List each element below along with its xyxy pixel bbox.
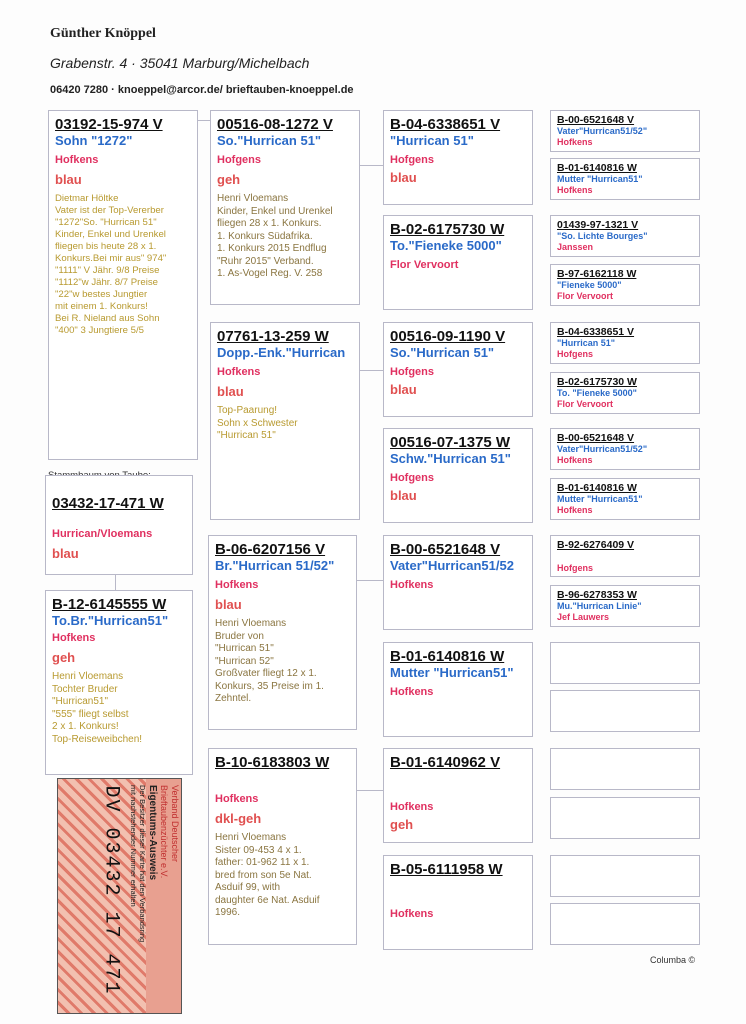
gen4-box: [550, 535, 700, 577]
gen4-breeder: Hofgens: [557, 349, 593, 359]
breeder-contact: 06420 7280 · knoeppel@arcor.de/ brieftauben-knoeppel.de: [50, 84, 354, 96]
gen3-box: [383, 855, 533, 950]
gen4-breeder: Hofkens: [557, 137, 593, 147]
breeder-name: Günther Knöppel: [50, 26, 156, 41]
gen4-ring: B-01-6140816 W: [557, 482, 637, 494]
gen3-name: [390, 878, 526, 894]
footer-credit: Columba ©: [650, 955, 696, 965]
mf-ring: B-06-6207156 V: [215, 541, 326, 558]
gen3-name: "Hurrican 51": [390, 133, 474, 148]
gen4-box-empty: [550, 748, 700, 790]
fm-name: Dopp.-Enk."Hurrican: [217, 345, 346, 360]
connector: [360, 165, 383, 166]
card-title: Eigentums-Ausweis: [147, 785, 158, 881]
gen4-name: [557, 551, 693, 562]
gen4-breeder: Hofkens: [557, 455, 593, 465]
father-breeder: Hofkens: [55, 154, 99, 166]
mf-color: blau: [215, 597, 242, 612]
gen3-box: [383, 110, 533, 205]
gen3-box: [383, 535, 533, 630]
mm-box: [208, 748, 357, 945]
gen4-name: "So. Lichte Bourges": [557, 231, 648, 241]
mother-box: [45, 590, 193, 775]
gen4-ring: B-00-6521648 V: [557, 114, 635, 126]
father-color: blau: [55, 172, 82, 187]
gen3-box: [383, 322, 533, 417]
gen3-box: [383, 215, 533, 310]
connector: [360, 370, 383, 371]
mm-breeder: Hofkens: [215, 793, 259, 805]
gen3-ring: B-00-6521648 V: [390, 541, 501, 558]
father-info: Dietmar Höltke Vater ist der Top-Vererber "1272"So. "Hurrican 51" Kinder, Enkel und Urenkel fliegen bis heute 28 x 1. Konkurs.Bei mir aus" 974" "1111" V Jähr. 9/8 Preise "1112"w Jähr. 8/7 Preise "22"w bestes Jungtier mit einem 1. Konkurs! Bei R. Nieland aus Sohn "400" 3 Jungtiere 5/5: [55, 193, 167, 336]
father-name: Sohn "1272": [55, 133, 133, 148]
gen4-breeder: Flor Vervoort: [557, 399, 614, 409]
gen4-box: [550, 585, 700, 627]
gen4-ring: B-04-6338651 V: [557, 326, 635, 338]
gen3-breeder: Hofkens: [390, 686, 434, 698]
connector: [115, 575, 116, 590]
gen4-name: Vater"Hurrican51/52": [557, 126, 648, 136]
gen4-breeder: Hofkens: [557, 505, 593, 515]
mother-color: geh: [52, 650, 76, 665]
gen3-ring: B-04-6338651 V: [390, 116, 501, 133]
subject-color: blau: [52, 546, 79, 561]
gen3-name: Schw."Hurrican 51": [390, 451, 511, 466]
gen4-breeder: Flor Vervoort: [557, 291, 614, 301]
gen4-name: Mu."Hurrican Linie": [557, 601, 642, 611]
gen3-ring: 00516-07-1375 W: [390, 434, 511, 451]
gen4-breeder: Hofkens: [557, 185, 593, 195]
ff-box: [210, 110, 360, 305]
gen4-box: [550, 215, 700, 257]
gen3-box: [383, 642, 533, 737]
card-org: Verband Deutscher Brieftaubenzüchter e.V.: [159, 785, 180, 879]
ff-breeder: Hofgens: [217, 154, 261, 166]
mf-name: Br."Hurrican 51/52": [215, 558, 335, 573]
father-box: [48, 110, 198, 460]
gen3-breeder: Hofgens: [390, 154, 434, 166]
gen3-box: [383, 428, 533, 523]
gen3-name: Vater"Hurrican51/52: [390, 558, 514, 573]
gen3-breeder: Flor Vervoort: [390, 259, 459, 271]
connector: [197, 120, 210, 121]
gen4-ring: B-97-6162118 W: [557, 268, 637, 280]
gen4-name: "Hurrican 51": [557, 338, 616, 348]
ff-name: So."Hurrican 51": [217, 133, 322, 148]
mm-name: [215, 771, 350, 787]
gen3-ring: B-01-6140962 V: [390, 754, 501, 771]
ff-ring: 00516-08-1272 V: [217, 116, 333, 133]
gen4-box: [550, 158, 700, 200]
gen4-breeder: Janssen: [557, 242, 594, 252]
gen4-box: [550, 478, 700, 520]
connector: [357, 790, 383, 791]
card-number: DV 03432 17 471: [99, 785, 123, 996]
card-description: Der Besitzer dieser Karte hat den Verbandsring mit nachstehender Nummer erhalten: [129, 785, 147, 943]
gen4-name: Vater"Hurrican51/52": [557, 444, 648, 454]
gen3-color: blau: [390, 488, 417, 503]
fm-color: blau: [217, 384, 244, 399]
gen3-color: blau: [390, 170, 417, 185]
gen4-breeder: Hofgens: [557, 563, 593, 573]
gen3-breeder: Hofkens: [390, 579, 434, 591]
gen3-breeder: Hofkens: [390, 908, 434, 920]
gen3-name: [390, 771, 526, 787]
gen3-ring: B-02-6175730 W: [390, 221, 505, 238]
fm-breeder: Hofkens: [217, 366, 261, 378]
gen4-name: "Fieneke 5000": [557, 280, 622, 290]
gen4-ring: B-02-6175730 W: [557, 376, 637, 388]
gen4-box-empty: [550, 855, 700, 897]
mm-color: dkl-geh: [215, 811, 262, 826]
gen3-breeder: Hofkens: [390, 801, 434, 813]
ff-info: Henri Vloemans Kinder, Enkel und Urenkel fliegen 28 x 1. Konkurs. 1. Konkurs Südafrika. 1. Konkurs 2015 Endflug "Ruhr 2015" Verband. 1. As-Vogel Reg. V. 258: [217, 193, 333, 279]
gen4-ring: B-00-6521648 V: [557, 432, 635, 444]
fm-info: Top-Paarung! Sohn x Schwester "Hurrican 51": [217, 405, 298, 441]
gen4-ring: 01439-97-1321 V: [557, 219, 639, 231]
gen3-breeder: Hofgens: [390, 366, 434, 378]
gen3-color: geh: [390, 817, 414, 832]
gen4-box: [550, 110, 700, 152]
gen3-box: [383, 748, 533, 843]
mf-breeder: Hofkens: [215, 579, 259, 591]
mother-breeder: Hofkens: [52, 632, 96, 644]
fm-ring: 07761-13-259 W: [217, 328, 329, 345]
gen4-box-empty: [550, 797, 700, 839]
gen3-ring: B-05-6111958 W: [390, 861, 503, 878]
gen3-ring: 00516-09-1190 V: [390, 328, 506, 345]
gen3-name: Mutter "Hurrican51": [390, 665, 514, 680]
subject-ring: 03432-17-471 W: [52, 495, 164, 512]
ownership-card: [57, 778, 182, 1014]
gen4-box: [550, 322, 700, 364]
father-ring: 03192-15-974 V: [55, 116, 163, 133]
gen4-box-empty: [550, 903, 700, 945]
mother-name: To.Br."Hurrican51": [52, 613, 169, 628]
gen4-box-empty: [550, 690, 700, 732]
card-text-block: [129, 785, 180, 985]
mother-info: Henri Vloemans Tochter Bruder "Hurrican51" "555" fliegt selbst 2 x 1. Konkurs! Top-Reiseweibchen!: [52, 671, 143, 745]
gen3-color: blau: [390, 382, 417, 397]
subject-breeder: Hurrican/Vloemans: [52, 528, 153, 540]
gen3-ring: B-01-6140816 W: [390, 648, 505, 665]
gen4-box: [550, 264, 700, 306]
gen4-name: To. "Fieneke 5000": [557, 388, 637, 398]
gen3-breeder: Hofgens: [390, 472, 434, 484]
ff-color: geh: [217, 172, 241, 187]
gen4-box: [550, 372, 700, 414]
mf-info: Henri Vloemans Bruder von "Hurrican 51" "Hurrican 52" Großvater fliegt 12 x 1. Konkurs, 35 Preise im 1. Zehntel.: [215, 618, 324, 704]
mother-ring: B-12-6145555 W: [52, 596, 167, 613]
subject-box: [45, 475, 193, 575]
breeder-address: Grabenstr. 4 · 35041 Marburg/Michelbach: [50, 55, 310, 71]
gen4-name: Mutter "Hurrican51": [557, 494, 643, 504]
gen4-breeder: Jef Lauwers: [557, 612, 610, 622]
gen4-ring: B-01-6140816 W: [557, 162, 637, 174]
fm-box: [210, 322, 360, 520]
mf-box: [208, 535, 357, 730]
connector: [357, 580, 383, 581]
gen4-ring: B-92-6276409 V: [557, 539, 635, 551]
gen3-name: To."Fieneke 5000": [390, 238, 502, 253]
mm-info: Henri Vloemans Sister 09-453 4 x 1. father: 01-962 11 x 1. bred from son 5e Nat. Asduif 99, with daughter 6e Nat. Asduif 1996.: [215, 832, 320, 918]
gen4-ring: B-96-6278353 W: [557, 589, 637, 601]
gen4-box: [550, 428, 700, 470]
gen4-name: Mutter "Hurrican51": [557, 174, 643, 184]
gen4-box-empty: [550, 642, 700, 684]
gen3-name: So."Hurrican 51": [390, 345, 495, 360]
mm-ring: B-10-6183803 W: [215, 754, 330, 771]
